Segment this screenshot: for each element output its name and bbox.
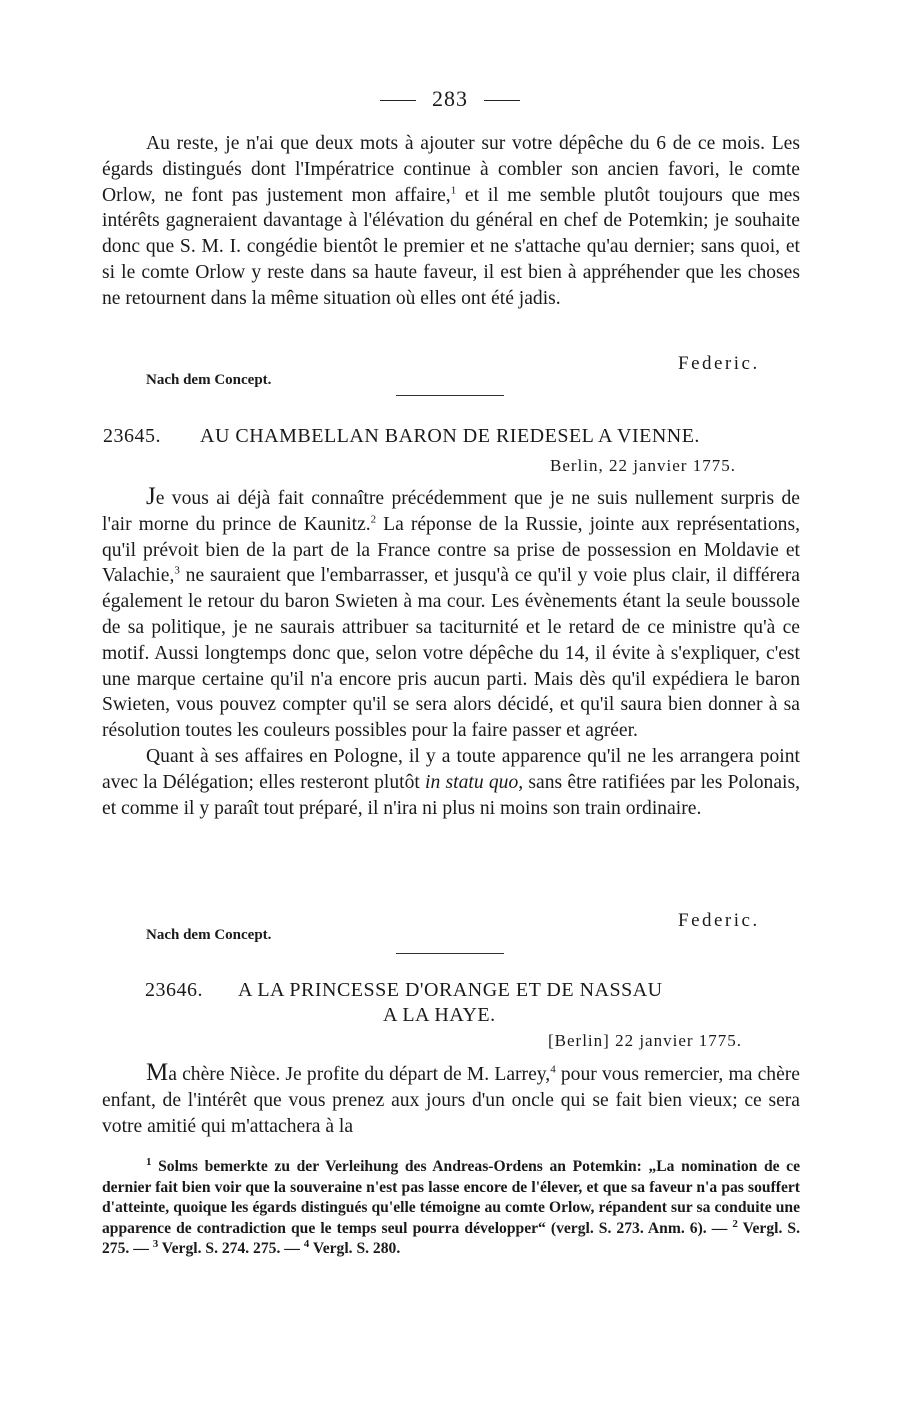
letter-title-line-1: A LA PRINCESSE D'ORANGE ET DE NASSAU	[238, 979, 663, 1001]
page-number: 283	[0, 86, 900, 112]
letter-title: AU CHAMBELLAN BARON DE RIEDESEL A VIENNE.	[200, 425, 700, 447]
footnotes	[102, 1157, 800, 1260]
footnote-mark-1: 1	[146, 1155, 152, 1168]
footnote-ref-1[interactable]: 1	[450, 184, 457, 197]
letter-23645-dateline: Berlin, 22 janvier 1775.	[550, 456, 736, 475]
letter-23646-paragraph-1: Ma chère Nièce. Je profite du départ de M. Larrey,$^4$ pour vous remercier, ma chère enfant, de l'intérêt que vous prenez aux jours d'un oncle qui se fait bien vieux; ce sera votre amitié qui m'attachera à la	[102, 1059, 800, 1137]
letter-23646-text	[102, 1060, 800, 1139]
letter-23645-paragraph-2: Quant à ses affaires en Pologne, il y a toute apparence qu'il ne les arrangera point avec la Délégation; elles resteront plutôt in statu quo, sans être ratifiées par les Polonais, et comme il y paraît tout préparé, il n'ira ni plus ni moins son train ordinaire.	[102, 745, 800, 819]
prev-letter-signature: Federic.	[678, 353, 760, 374]
letter-23645-source: Nach dem Concept.	[146, 927, 272, 943]
footnote-ref-3[interactable]: 3	[174, 564, 180, 577]
footnote-mark-3: 3	[152, 1237, 159, 1250]
prev-letter-paragraph: Au reste, je n'ai que deux mots à ajouter sur votre dépêche du 6 de ce mois. Les égards distingués dont l'Impératrice continue à combler son ancien favori, le comte Orlow, ne font pas justement mon affaire,$^1$ et il me semble plutôt toujours que mes intérêts gagneraient davantage à l'élévation du général en chef de Potemkin; je souhaite donc que S. M. I. congédie bientôt le premier et ne s'attache qu'au dernier; sans quoi, et si le comte Orlow y reste dans sa haute faveur, il est bien à appréhender que les choses ne retournent dans la même situation où elles ont été jadis.	[102, 133, 801, 309]
letter-title-line-2: A LA HAYE.	[383, 1004, 496, 1026]
prev-letter-source: Nach dem Concept.	[146, 372, 272, 388]
section-divider	[396, 395, 504, 396]
footnote-ref-2[interactable]: 2	[370, 513, 377, 526]
footnote-block: $^1$ Solms bemerkte zu der Verleihung des Andreas-Ordens an Potemkin: „La nomination de ce dernier fait bien voir que la souveraine n'est pas lasse encore de l'élever, et que sa faveur n'a pas souffert d'atteinte, quoique les égards distingués qu'elle témoigne au comte Orlow, répandent sur sa conduite une apparence de contradiction que le temps seul pourra développer“ (vergl. S. 273. Anm. 6). — $^2$ Vergl. S. 275. — $^3$ Vergl. S. 274. 275. — $^4$ Vergl. S. 280.	[102, 1155, 800, 1257]
letter-23645-signature: Federic.	[678, 910, 760, 931]
section-divider	[396, 953, 504, 954]
letter-number: 23645.	[103, 425, 161, 447]
letter-23646-dateline: [Berlin] 22 janvier 1775.	[548, 1031, 743, 1050]
page-number-dash-right	[484, 100, 520, 101]
letter-number: 23646.	[145, 979, 203, 1001]
prev-letter-text	[102, 131, 800, 312]
footnote-mark-4: 4	[303, 1237, 310, 1250]
footnote-ref-4[interactable]: 4	[550, 1063, 556, 1076]
page-number-dash-left	[380, 100, 416, 101]
footnote-mark-2: 2	[732, 1217, 738, 1230]
letter-23645-paragraph-1: Je vous ai déjà fait connaître précédemment que je ne suis nullement surpris de l'air morne du prince de Kaunitz.$^2$ La réponse de la Russie, jointe aux représentations, qu'il prévoit bien de la part de la France contre sa prise de possession en Moldavie et Valachie,$^3$ ne sauraient que l'embarrasser, et jusqu'à ce qu'il y voie plus clair, il différera également le retour du baron Swieten à ma cour. Les évènements étant la seule boussole de sa politique, je ne saurais attribuer sa taciturnité et le retard de ce ministre qu'à ce motif. Aussi longtemps donc que, selon votre dépêche du 14, il évite à s'expliquer, c'est une marque certaine qu'il n'a encore pris aucun parti. Mais dès qu'il expédiera le baron Swieten, vous pouvez compter qu'il se sera alors décidé, et qu'il saura bien donner à sa résolution toutes les couleurs possibles pour la faire passer et agréer.	[102, 483, 800, 742]
letter-23645-text	[102, 484, 800, 821]
